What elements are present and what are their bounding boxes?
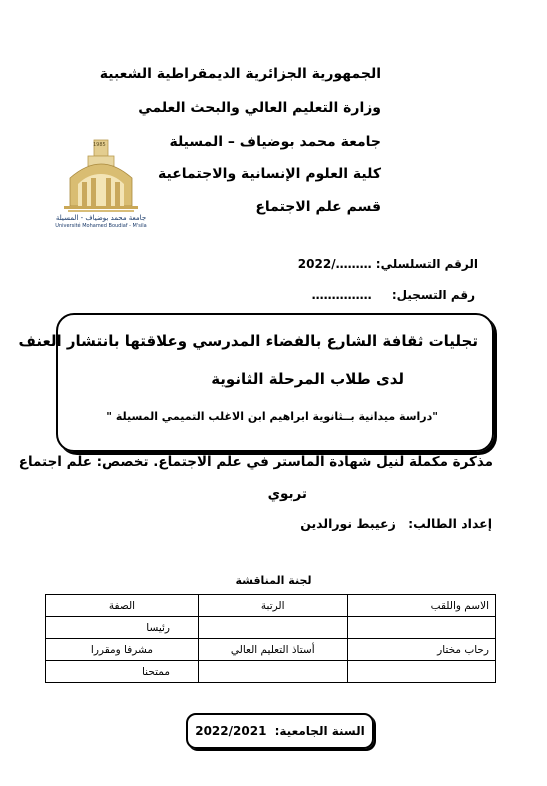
- thesis-subtitle: "دراسة ميدانية بــثانوية ابراهيم ابن الاغلب التميمي المسيلة ": [106, 410, 438, 423]
- registration-value: ……………: [311, 288, 372, 302]
- table-header-row: [46, 595, 496, 617]
- logo-name-french: Université Mohamed Boudiaf - M'sila: [55, 223, 147, 229]
- header-cell-role: الصفة: [46, 595, 199, 617]
- department-line: قسم علم الاجتماع: [255, 199, 381, 215]
- header-cell-rank: الرتبة: [199, 595, 348, 617]
- committee-table: [45, 594, 496, 683]
- title-frame: [18, 313, 494, 452]
- table-cell: رئيسا: [46, 617, 199, 639]
- registration-number: [312, 288, 475, 302]
- university-logo: [55, 138, 147, 230]
- thesis-title-line1: تجليات ثقافة الشارع بالفضاء المدرسي وعلاقتها بانتشار العنف: [18, 332, 478, 350]
- ministry-line: وزارة التعليم العالي والبحث العلمي: [138, 100, 381, 116]
- thesis-description-line2: تربوي: [267, 486, 307, 502]
- table-cell: رحاب مختار: [347, 639, 496, 661]
- table-cell: [199, 661, 348, 683]
- academic-year-value: 2022/2021: [195, 724, 267, 738]
- table-row: [46, 617, 496, 639]
- academic-year-box: [186, 713, 374, 749]
- logo-name-arabic: جامعة محمد بوضياف - المسيلة: [55, 214, 147, 222]
- table-row: [46, 661, 496, 683]
- serial-number: [298, 257, 478, 271]
- header-cell-name: الاسم واللقب: [347, 595, 496, 617]
- student-name: زعيبط نورالدين: [300, 516, 396, 531]
- registration-label: رقم التسجيل:: [391, 288, 475, 302]
- committee-title: لجنة المناقشة: [235, 574, 312, 587]
- academic-year-label: السنة الجامعية:: [274, 724, 365, 738]
- serial-value: ………/2022: [297, 257, 372, 271]
- table-cell: [347, 661, 496, 683]
- thesis-title-line2: لدى طلاب المرحلة الثانوية: [211, 370, 404, 388]
- republic-line: الجمهورية الجزائرية الديمقراطية الشعبية: [99, 66, 381, 82]
- table-cell: ممتحنا: [46, 661, 199, 683]
- logo-year: 1985: [93, 142, 106, 148]
- faculty-line: كلية العلوم الإنسانية والاجتماعية: [158, 166, 381, 182]
- table-cell: [199, 617, 348, 639]
- prepared-by: [300, 516, 492, 531]
- serial-label: الرقم التسلسلي:: [375, 257, 478, 271]
- table-cell: أستاذ التعليم العالي: [199, 639, 348, 661]
- student-label: إعداد الطالب:: [408, 516, 492, 531]
- table-cell: مشرفا ومقررا: [46, 639, 199, 661]
- table-cell: [347, 617, 496, 639]
- table-row: [46, 639, 496, 661]
- thesis-description-line1: مذكرة مكملة لنيل شهادة الماستر في علم الاجتماع. تخصص: علم اجتماع: [18, 454, 493, 470]
- university-line: جامعة محمد بوضياف – المسيلة: [169, 134, 381, 150]
